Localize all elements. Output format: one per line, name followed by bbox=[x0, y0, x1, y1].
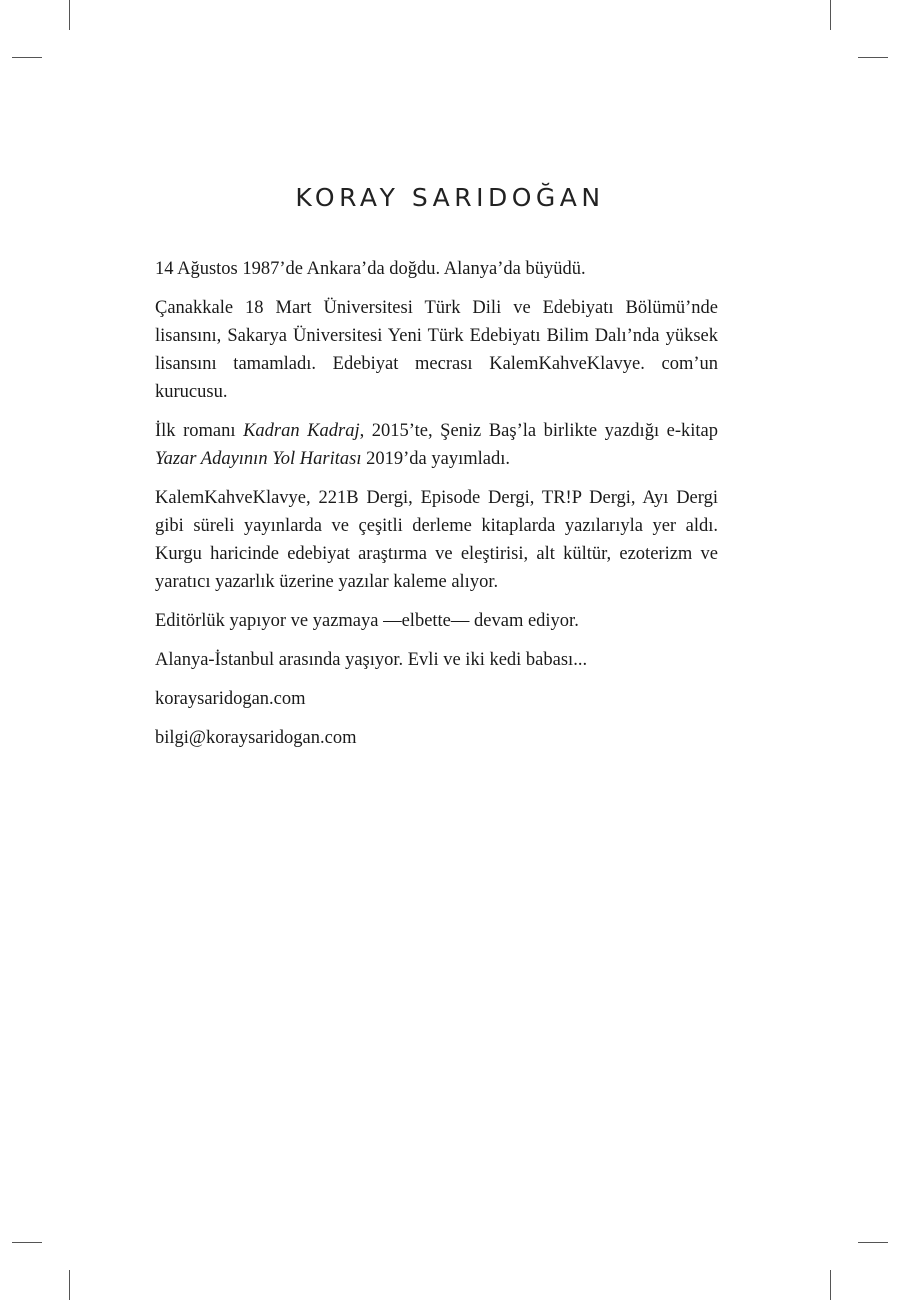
bio-paragraph-residence: Alanya-İstanbul arasında yaşıyor. Evli ve iki kedi babası... bbox=[155, 650, 588, 670]
crop-mark-top-left-horizontal bbox=[12, 57, 42, 58]
website-link[interactable]: koraysaridogan.com bbox=[155, 689, 306, 709]
novel-title: Kadran Kadraj bbox=[243, 421, 360, 441]
crop-mark-top-right-horizontal bbox=[858, 57, 888, 58]
author-name-heading: KORAY SARIDOĞAN bbox=[295, 183, 605, 212]
bio-paragraph-birth: 14 Ağustos 1987’de Ankara’da doğdu. Alanya’da büyüdü. bbox=[155, 259, 586, 279]
crop-mark-bottom-right-vertical bbox=[830, 1270, 831, 1300]
author-bio bbox=[155, 255, 718, 763]
crop-mark-bottom-right-horizontal bbox=[858, 1242, 888, 1243]
crop-mark-top-right-vertical bbox=[830, 0, 831, 30]
books-text-c: 2019’da yayımladı. bbox=[361, 449, 510, 469]
ebook-title: Yazar Adayının Yol Haritası bbox=[155, 449, 362, 469]
crop-mark-bottom-left-vertical bbox=[69, 1270, 70, 1300]
crop-mark-top-left-vertical bbox=[69, 0, 70, 30]
bio-paragraph-editing: Editörlük yapıyor ve yazmaya —elbette— devam ediyor. bbox=[155, 611, 579, 631]
bio-paragraph-publications: KalemKahveKlavye, 221B Dergi, Episode Dergi, TR!P Dergi, Ayı Dergi gibi süreli yayınlarda ve çeşitli derleme kitaplarda yazılarıyla yer aldı. Kurgu haricinde edebiyat araştırma ve eleştirisi, alt kültür, ezoterizm ve yaratıcı yazarlık üzerine yazılar kaleme alıyor. bbox=[155, 488, 718, 592]
books-text-b: , 2015’te, Şeniz Baş’la birlikte yazdığı e-kitap bbox=[359, 421, 719, 441]
bio-paragraph-education: Çanakkale 18 Mart Üniversitesi Türk Dili ve Edebiyatı Bölümü’nde lisansını, Sakarya Üniversitesi Yeni Türk Edebiyatı Bilim Dalı’nda yüksek lisansını tamamladı. Edebiyat mecrası KalemKahveKlavye. com’un kurucusu. bbox=[155, 298, 718, 402]
bio-paragraph-books bbox=[155, 417, 718, 473]
email-link[interactable]: bilgi@koraysaridogan.com bbox=[155, 728, 357, 748]
books-text-a: İlk romanı bbox=[155, 421, 244, 441]
crop-mark-bottom-left-horizontal bbox=[12, 1242, 42, 1243]
